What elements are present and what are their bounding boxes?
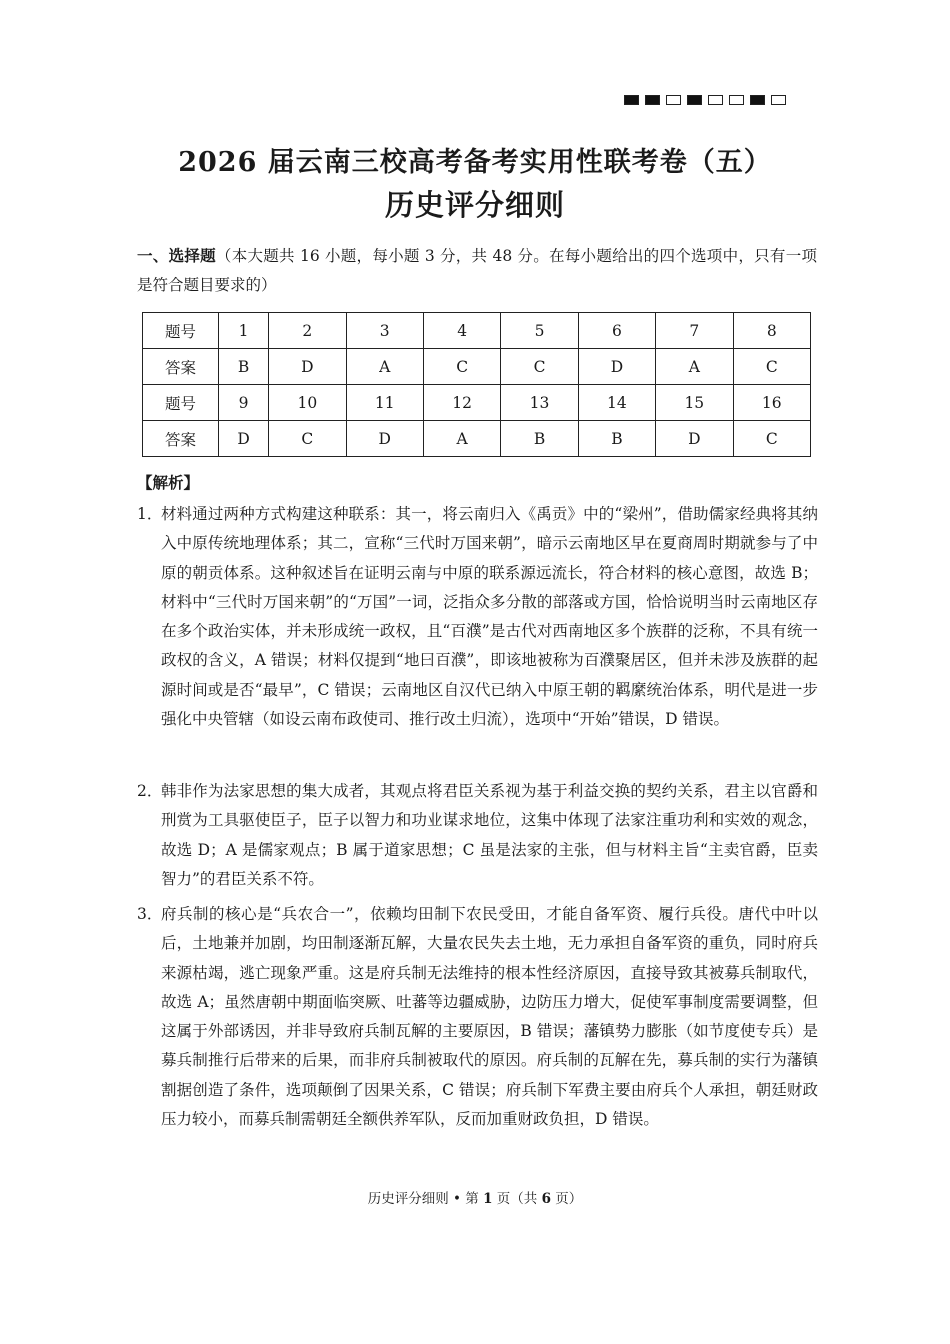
answer-table [142, 312, 811, 457]
analysis-label: 【解析】 [137, 473, 200, 492]
analysis-item [137, 900, 818, 1134]
table-cell: 11 [346, 385, 423, 421]
table-cell: 14 [578, 385, 655, 421]
registration-mark [750, 95, 765, 105]
table-cell: 8 [733, 313, 811, 349]
registration-mark [771, 95, 786, 105]
table-cell: D [219, 421, 269, 457]
table-row [143, 313, 811, 349]
document-title: 2026 届云南三校高考备考实用性联考卷（五） [178, 147, 772, 178]
analysis-item [137, 777, 818, 894]
table-cell: A [423, 421, 500, 457]
table-cell: C [733, 421, 811, 457]
row-label: 答案 [143, 349, 219, 385]
registration-mark [666, 95, 681, 105]
item-number: 2． [137, 782, 163, 800]
table-cell: 3 [346, 313, 423, 349]
footer-prefix: 历史评分细则 • 第 [367, 1191, 484, 1207]
item-number: 1． [137, 505, 163, 523]
table-cell: 9 [219, 385, 269, 421]
table-row [143, 385, 811, 421]
registration-mark [687, 95, 702, 105]
table-cell: 15 [656, 385, 733, 421]
analysis-item [137, 500, 818, 734]
section-header [137, 241, 817, 300]
table-cell: D [578, 349, 655, 385]
registration-mark [624, 95, 639, 105]
page-number: 1 [483, 1191, 493, 1207]
footer-suffix: 页） [550, 1191, 583, 1207]
page-total: 6 [541, 1191, 551, 1207]
table-cell: 4 [423, 313, 500, 349]
item-text: 韩非作为法家思想的集大成者，其观点将君臣关系视为基于利益交换的契约关系，君主以官爵和刑赏为工具驱使臣子，臣子以智力和功业谋求地位，这集中体现了法家注重功利和实效的观念，故选 D；A 是儒家观点；B 属于道家思想；C 虽是法家的主张，但与材料主旨“主卖官爵，臣卖智力”的君臣关系不符。 [161, 782, 818, 888]
table-cell: 13 [501, 385, 578, 421]
table-cell: 7 [656, 313, 733, 349]
row-label: 题号 [143, 313, 219, 349]
item-text: 材料通过两种方式构建这种联系：其一，将云南归入《禹贡》中的“梁州”，借助儒家经典将其纳入中原传统地理体系；其二，宣称“三代时万国来朝”，暗示云南地区早在夏商周时期就参与了中原的朝贡体系。这种叙述旨在证明云南与中原的联系源远流长，符合材料的核心意图，故选 B；材料中“三代时万国来朝”的“万国”一词，泛指众多分散的部落或方国，恰恰说明当时云南地区存在多个政治实体，并未形成统一政权，且“百濮”是古代对西南地区多个族群的泛称，不具有统一政权的含义，A 错误；材料仅提到“地曰百濮”，即该地被称为百濮聚居区，但并未涉及族群的起源时间或是否“最早”，C 错误；云南地区自汉代已纳入中原王朝的羁縻统治体系，明代是进一步强化中央管辖（如设云南布政使司、推行改土归流），选项中“开始”错误，D 错误。 [161, 505, 818, 729]
table-cell: D [656, 421, 733, 457]
section-label: 一、选择题 [137, 246, 216, 265]
section-instructions: （本大题共 16 小题，每小题 3 分，共 48 分。在每小题给出的四个选项中，只有一项是符合题目要求的） [137, 247, 817, 294]
row-label: 答案 [143, 421, 219, 457]
footer-middle: 页（共 [492, 1191, 542, 1207]
table-cell: B [501, 421, 578, 457]
registration-mark [708, 95, 723, 105]
table-cell: C [733, 349, 811, 385]
table-cell: D [269, 349, 346, 385]
page-footer [0, 1187, 950, 1207]
table-cell: B [578, 421, 655, 457]
table-cell: D [346, 421, 423, 457]
table-cell: B [219, 349, 269, 385]
table-cell: 12 [423, 385, 500, 421]
registration-marks [624, 95, 786, 105]
table-row [143, 421, 811, 457]
item-text: 府兵制的核心是“兵农合一”，依赖均田制下农民受田，才能自备军资、履行兵役。唐代中叶以后，土地兼并加剧，均田制逐渐瓦解，大量农民失去土地，无力承担自备军资的重负，同时府兵来源枯竭，逃亡现象严重。这是府兵制无法维持的根本性经济原因，直接导致其被募兵制取代，故选 A；虽然唐朝中期面临突厥、吐蕃等边疆威胁，边防压力增大，促使军事制度需要调整，但这属于外部诱因，并非导致府兵制瓦解的主要原因，B 错误；藩镇势力膨胀（如节度使专兵）是募兵制推行后带来的后果，而非府兵制被取代的原因。府兵制的瓦解在先，募兵制的实行为藩镇割据创造了条件，选项颠倒了因果关系，C 错误；府兵制下军费主要由府兵个人承担，朝廷财政压力较小，而募兵制需朝廷全额供养军队，反而加重财政负担，D 错误。 [161, 905, 818, 1129]
table-cell: A [346, 349, 423, 385]
table-cell: A [656, 349, 733, 385]
table-cell: C [501, 349, 578, 385]
table-cell: C [423, 349, 500, 385]
table-cell: 6 [578, 313, 655, 349]
document-subtitle: 历史评分细则 [384, 188, 565, 222]
table-cell: 10 [269, 385, 346, 421]
table-cell: 5 [501, 313, 578, 349]
row-label: 题号 [143, 385, 219, 421]
table-cell: 16 [733, 385, 811, 421]
table-row [143, 349, 811, 385]
registration-mark [729, 95, 744, 105]
registration-mark [645, 95, 660, 105]
table-cell: C [269, 421, 346, 457]
item-number: 3． [137, 905, 163, 923]
table-cell: 1 [219, 313, 269, 349]
table-cell: 2 [269, 313, 346, 349]
